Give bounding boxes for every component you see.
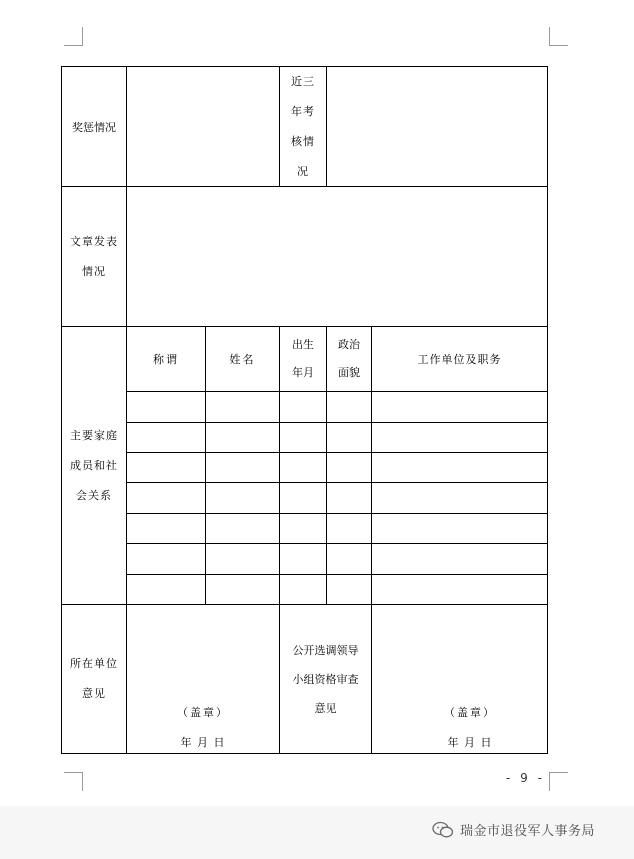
review-date-text: 年 月 日 (447, 736, 493, 749)
watermark (432, 820, 595, 839)
page-number: - 9 - (506, 771, 545, 785)
unit-date-text: 年 月 日 (180, 736, 226, 749)
assessment-label-line: 况 (297, 164, 309, 178)
review-label-line: 意见 (314, 701, 337, 715)
header-birth-line: 出生 (292, 338, 314, 351)
assessment-label-cell (280, 67, 326, 186)
row-line (126, 513, 548, 514)
row-line (126, 422, 548, 423)
header-political-line: 面貌 (338, 366, 360, 379)
unit-opinion-label-line: 意见 (82, 687, 106, 700)
header-title: 称谓 (153, 353, 179, 366)
header-political-cell (327, 327, 371, 391)
assessment-label-line: 年考 (291, 104, 315, 118)
unit-stamp-text: （盖章） (177, 706, 229, 719)
header-birth-line: 年月 (292, 366, 314, 379)
table-border-right (547, 66, 548, 754)
header-work-cell (372, 327, 547, 391)
label-column-divider (126, 66, 127, 754)
family-label-cell (62, 327, 126, 604)
row-line (126, 391, 548, 392)
family-label-line: 成员和社 (70, 458, 118, 472)
cell-divider (371, 604, 372, 754)
header-birth-cell (280, 327, 326, 391)
family-label-line: 会关系 (76, 488, 112, 502)
assessment-label-line: 近三 (291, 74, 315, 88)
row-line (126, 574, 548, 575)
row-line (126, 482, 548, 483)
watermark-text: 瑞金市退役军人事务局 (460, 824, 596, 839)
cell-divider (326, 66, 327, 187)
family-label-line: 主要家庭 (70, 428, 118, 442)
row-line (126, 543, 548, 544)
review-label-line: 小组资格审查 (292, 672, 359, 686)
header-title-cell (127, 327, 205, 391)
review-stamp-text: （盖章） (444, 706, 496, 719)
wechat-icon (432, 821, 454, 839)
header-name-cell (206, 327, 279, 391)
header-name: 姓名 (229, 353, 256, 366)
awards-label: 奖惩情况 (72, 120, 116, 134)
review-label-cell (280, 605, 371, 753)
table-border-bottom (61, 753, 548, 754)
unit-opinion-label-cell (62, 605, 126, 753)
assessment-label-line: 核情 (291, 134, 315, 148)
articles-label-line: 文章发表 (70, 234, 118, 248)
articles-label-line: 情况 (82, 264, 106, 278)
header-political-line: 政治 (338, 338, 360, 351)
row-line (126, 452, 548, 453)
awards-label-cell (62, 67, 126, 186)
review-label-line: 公开选调领导 (292, 643, 359, 657)
articles-label-cell (62, 187, 126, 326)
header-work: 工作单位及职务 (417, 353, 502, 366)
unit-opinion-label-line: 所在单位 (70, 657, 118, 670)
